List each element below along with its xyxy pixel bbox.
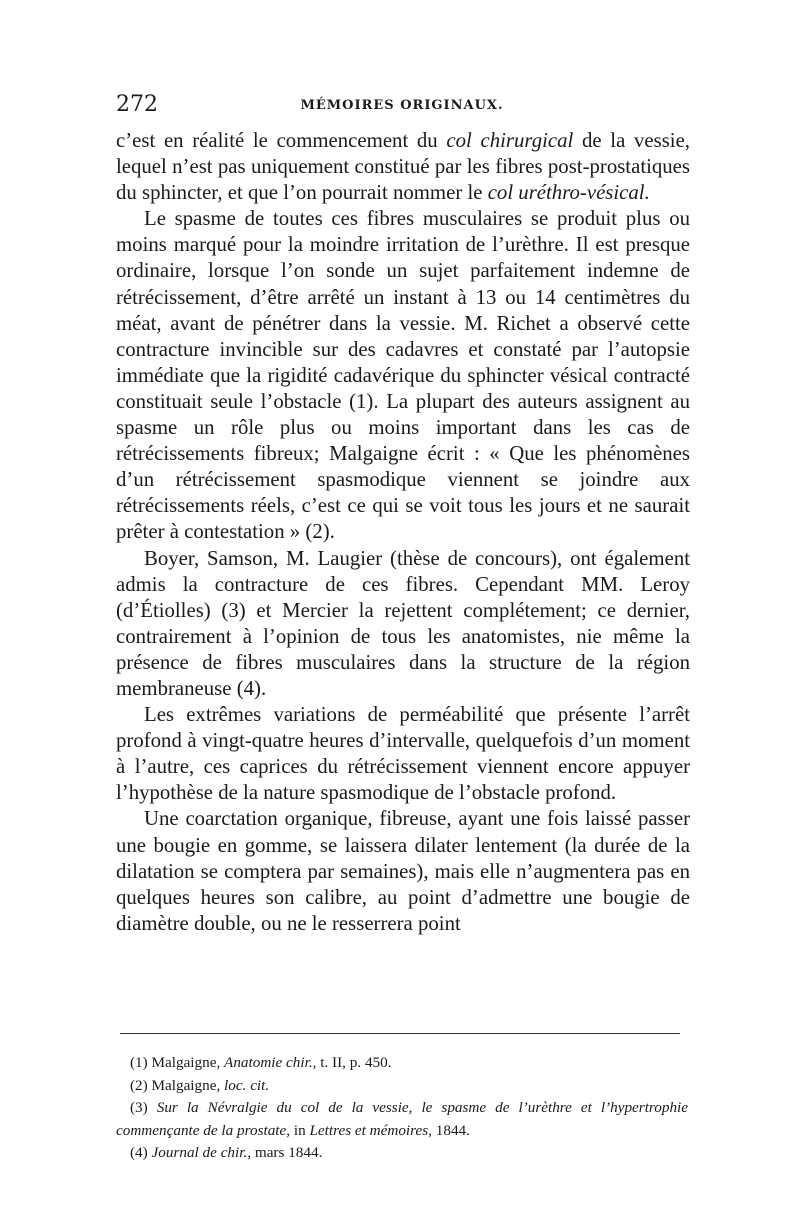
italic-text: col uréthro-vésical. <box>487 181 650 205</box>
text-run: Boyer, Samson, M. Laugier (thèse de concours), ont également admis la contracture de ces fibres. Cependant MM. Leroy (d’Étiolles) (3) et Mercier la rejettent complétement; ce dernier, contrairement à l’opinion de tous les anatomistes, nie même la présence de fibres musculaires dans la structure de la région membraneuse (4). <box>116 546 690 700</box>
footnote <box>116 1142 688 1165</box>
page-header <box>116 92 688 122</box>
paragraph <box>116 806 690 936</box>
footnote <box>116 1097 688 1142</box>
text-run: (4) <box>130 1144 152 1161</box>
text-run: Les extrêmes variations de perméabilité que présente l’arrêt profond à vingt-quatre heures d’intervalle, quelquefois d’un moment à l’autre, ces caprices du rétrécissement viennent encore appuyer l’hypothèse de la nature spasmodique de l’obstacle profond. <box>116 703 690 805</box>
paragraph <box>116 128 690 206</box>
italic-text: Anatomie chir. <box>224 1054 313 1071</box>
footnote <box>116 1052 688 1075</box>
body-text <box>116 128 690 937</box>
text-run: , 1844. <box>428 1121 470 1139</box>
text-run: de la vessie, lequel n’est pas uniquement constitué par les fibres post-prostatiques du sphincter, et que l’on pourrait nommer le <box>116 129 690 205</box>
page-number: 272 <box>116 92 158 117</box>
italic-text: col chirurgical <box>446 129 574 152</box>
text-run: , mars 1844. <box>247 1144 323 1161</box>
running-head: MÉMOIRES ORIGINAUX. <box>300 98 504 113</box>
footnotes <box>116 1052 688 1165</box>
paragraph <box>116 546 690 703</box>
italic-text: Lettres et mémoires <box>309 1121 429 1139</box>
italic-text: Sur la Névralgie du col de la vessie, le spasme de l’urèthre et l’hypertrophie commençante de la prostate, <box>116 1099 689 1139</box>
text-run: Une coarctation organique, fibreuse, ayant une fois laissé passer une bougie en gomme, se laissera dilater lentement (la durée de la dilatation se comptera par semaines), mais elle n’augmentera pas en quelques heures son calibre, au point d’admettre une bougie de diamètre double, ou ne le resserrera point <box>116 807 690 935</box>
footnote-rule <box>120 1033 680 1034</box>
text-run: (1) Malgaigne, <box>130 1054 225 1071</box>
text-run: (3) <box>130 1099 157 1116</box>
text-run: (2) Malgaigne, <box>130 1076 225 1094</box>
text-run: , t. II, p. 450. <box>312 1054 392 1071</box>
paragraph <box>116 206 690 545</box>
footnote <box>116 1075 688 1098</box>
italic-text: Journal de chir. <box>151 1144 248 1161</box>
text-run: in <box>290 1121 310 1139</box>
text-run: c’est en réalité le commencement du <box>116 129 447 152</box>
text-run: Le spasme de toutes ces fibres musculaires se produit plus ou moins marqué pour la moindre irritation de l’urèthre. Il est presque ordinaire, lorsque l’on sonde un sujet parfaitement indemne de rétrécissement, d’être arrêté un instant à 13 ou 14 centimètres du méat, avant de pénétrer dans la vessie. M. Richet a observé cette contracture invincible sur des cadavres et constaté par l’autopsie immédiate que la rigidité cadavérique du sphincter vésical contracté constituait seule l’obstacle (1). La plupart des auteurs assignent au spasme un rôle plus ou moins important dans les cas de rétrécissements fibreux; Malgaigne écrit : « Que les phénomènes d’un rétrécissement spasmodique viennent se joindre aux rétrécissements réels, c’est ce qui se voit tous les jours et ne saurait prêter à contestation » (2). <box>116 207 690 544</box>
italic-text: loc. cit. <box>224 1076 270 1094</box>
paragraph <box>116 702 690 806</box>
